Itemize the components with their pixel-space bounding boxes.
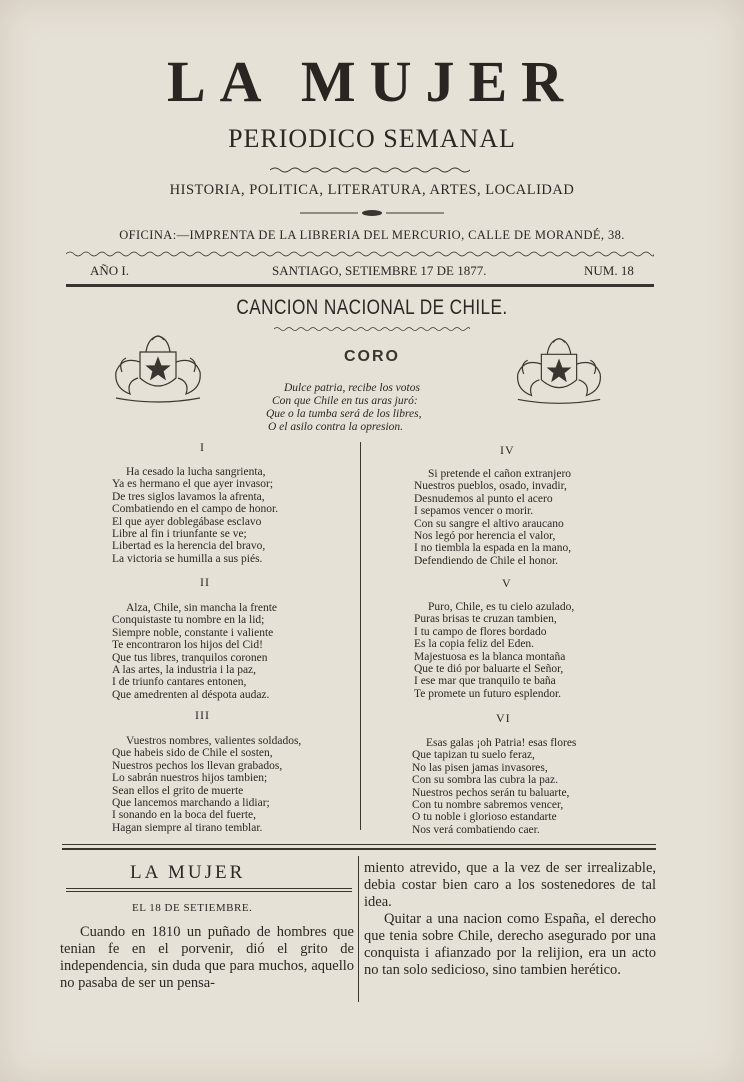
verse-line: Puras brisas te cruzan tambien, (414, 613, 557, 626)
verse-line: Esas galas ¡oh Patria! esas flores (426, 737, 577, 749)
verse-line: Defendiendo de Chile el honor. (414, 554, 559, 567)
verse-line: El que ayer doblegábase esclavo (112, 515, 262, 528)
verse-line: Lo sabrán nuestros hijos tambien; (112, 772, 268, 785)
verse-line: Siempre noble, constante i valiente (112, 626, 274, 639)
verse-line: Vuestros nombres, valientes soldados, (126, 735, 302, 747)
verse-line: Sean ellos el grito de muerte (112, 784, 244, 797)
wavy-ornament (270, 166, 470, 174)
verse-line: I sepamos vencer o morir. (414, 505, 534, 518)
verse-line: I ese mar que tranquilo te baña (414, 675, 556, 688)
verse-line: Nos legó por herencia el valor, (414, 530, 556, 543)
verse-line: Con su sangre el altivo araucano (414, 517, 564, 530)
verse-line: Te promete un futuro esplendor. (414, 687, 562, 700)
verse-line: Te encontraron los hijos del Cid! (112, 639, 263, 652)
coro-text (260, 382, 460, 434)
verse-line: Si pretende el cañon extranjero (428, 468, 572, 480)
article-column-2 (364, 860, 656, 979)
verse-line: Libertad es la herencia del bravo, (112, 540, 266, 553)
coat-of-arms-right-icon (510, 334, 608, 408)
section-rule-bottom (62, 848, 656, 850)
verse-line: Que te dió por baluarte el Señor, (414, 663, 564, 676)
coro-label: CORO (344, 348, 400, 365)
verse-line: Puro, Chile, es tu cielo azulado, (428, 601, 575, 613)
coat-of-arms-left-icon (108, 332, 208, 406)
stanza-1 (112, 466, 278, 565)
verse-line: Majestuosa es la blanca montaña (414, 650, 566, 663)
verse-line: Con su sombra las cubra la paz. (412, 774, 558, 787)
center-ornament (300, 208, 444, 218)
verse-line: A las artes, la industria i la paz, (112, 664, 257, 677)
article-paragraph: miento atrevido, que a la vez de ser irrealizable, debia costar bien caro a los sostenedores de tal idea. (364, 860, 656, 910)
issue-date: SANTIAGO, SETIEMBRE 17 DE 1877. (272, 263, 487, 278)
verse-line: De tres siglos lavamos la afrenta, (112, 490, 265, 503)
stanza-2 (112, 602, 277, 701)
verse-line: Que amedrenten al déspota audaz. (112, 688, 270, 701)
verse-line: Que lancemos marchando a lidiar; (112, 797, 270, 810)
article-column-divider (358, 856, 359, 1002)
verse-line: Ya es hermano el que ayer invasor; (112, 478, 274, 491)
coro-line: O el asilo contra la opresion. (268, 421, 404, 433)
verse-line: I sonando en la boca del fuerte, (112, 809, 257, 822)
verse-line: Libre al fin i triunfante se ve; (112, 528, 247, 541)
stanza-number: II (200, 575, 210, 589)
verse-line: I de triunfo cantares entonen, (112, 676, 247, 689)
newspaper-subtitle: PERIODICO SEMANAL (228, 124, 516, 153)
verse-line: Desnudemos al punto el acero (414, 492, 553, 505)
article-heading: LA MUJER (130, 862, 246, 883)
issue-number: NUM. 18 (584, 263, 634, 278)
verse-line: Que habeis sido de Chile el sosten, (112, 747, 273, 760)
stanza-number: III (195, 708, 210, 722)
verse-line: Que tapizan tu suelo feraz, (412, 749, 535, 762)
article-heading-rule (66, 888, 352, 889)
wavy-rule (66, 250, 654, 258)
verse-line: Combatiendo en el campo de honor. (112, 503, 279, 516)
verse-line: Conquistaste tu nombre en la lid; (112, 614, 265, 627)
newspaper-title: LA MUJER (166, 49, 578, 114)
verse-line: Hagan siempre al tirano temblar. (112, 821, 263, 834)
verse-line: Nos verá combatiendo caer. (412, 823, 540, 836)
title-underline (274, 326, 470, 332)
stanza-number: VI (496, 711, 511, 725)
article-paragraph: Cuando en 1810 un puñado de hombres que tenian fe en el porvenir, dió el grito de independencia, sin duda que para muchos, aquello no pasaba de ser un pensa- (60, 924, 354, 991)
column-divider (360, 442, 361, 830)
stanza-3 (112, 735, 301, 834)
verse-line: Nuestros pueblos, osado, invadir, (414, 480, 567, 493)
verse-line: I no tiembla la espada en la mano, (414, 542, 572, 555)
section-rule-top (62, 844, 656, 845)
header-rule (66, 284, 654, 287)
issue-year: AÑO I. (90, 263, 129, 278)
verse-line: Nuestros pechos los llevan grabados, (112, 759, 283, 772)
stanza-number: I (200, 440, 205, 454)
article-heading-rule-2 (66, 891, 352, 892)
article-column-1 (60, 924, 354, 992)
verse-line: I tu campo de flores bordado (414, 625, 547, 638)
stanza-number: IV (500, 443, 515, 457)
article-subheading: EL 18 DE SETIEMBRE. (132, 902, 253, 914)
verse-line: Alza, Chile, sin mancha la frente (126, 602, 278, 614)
verse-line: Con tu nombre sabremos vencer, (412, 799, 564, 812)
stanza-4 (414, 468, 571, 567)
verse-line: No las pisen jamas invasores, (412, 761, 548, 774)
verse-line: Es la copia feliz del Eden. (414, 638, 535, 651)
article-paragraph: Quitar a una nacion como España, el derecho que tenia sobre Chile, derecho asegurado por una conquista i afianzado por la relijion, era un acto no tan solo sedicioso, sino tambien herético. (364, 911, 656, 978)
verse-line: Que tus libres, tranquilos coronen (112, 651, 268, 664)
coro-line: Que o la tumba será de los libres, (266, 408, 422, 420)
office-line: OFICINA:—IMPRENTA DE LA LIBRERIA DEL MERCURIO, CALLE DE MORANDÉ, 38. (119, 228, 625, 242)
coro-line: Con que Chile en tus aras juró: (272, 395, 418, 407)
verse-line: Nuestros pechos serán tu baluarte, (412, 786, 570, 799)
verse-line: La victoria se humilla a sus piés. (112, 552, 263, 565)
stanza-5 (414, 601, 574, 700)
stanza-number: V (502, 576, 512, 590)
sections-line: HISTORIA, POLITICA, LITERATURA, ARTES, LOCALIDAD (169, 182, 575, 198)
coro-line: Dulce patria, recibe los votos (284, 382, 420, 394)
verse-line: O tu noble i glorioso estandarte (412, 811, 557, 824)
song-title: CANCION NACIONAL DE CHILE. (236, 296, 508, 319)
stanza-6 (412, 737, 576, 836)
verse-line: Ha cesado la lucha sangrienta, (126, 466, 266, 478)
